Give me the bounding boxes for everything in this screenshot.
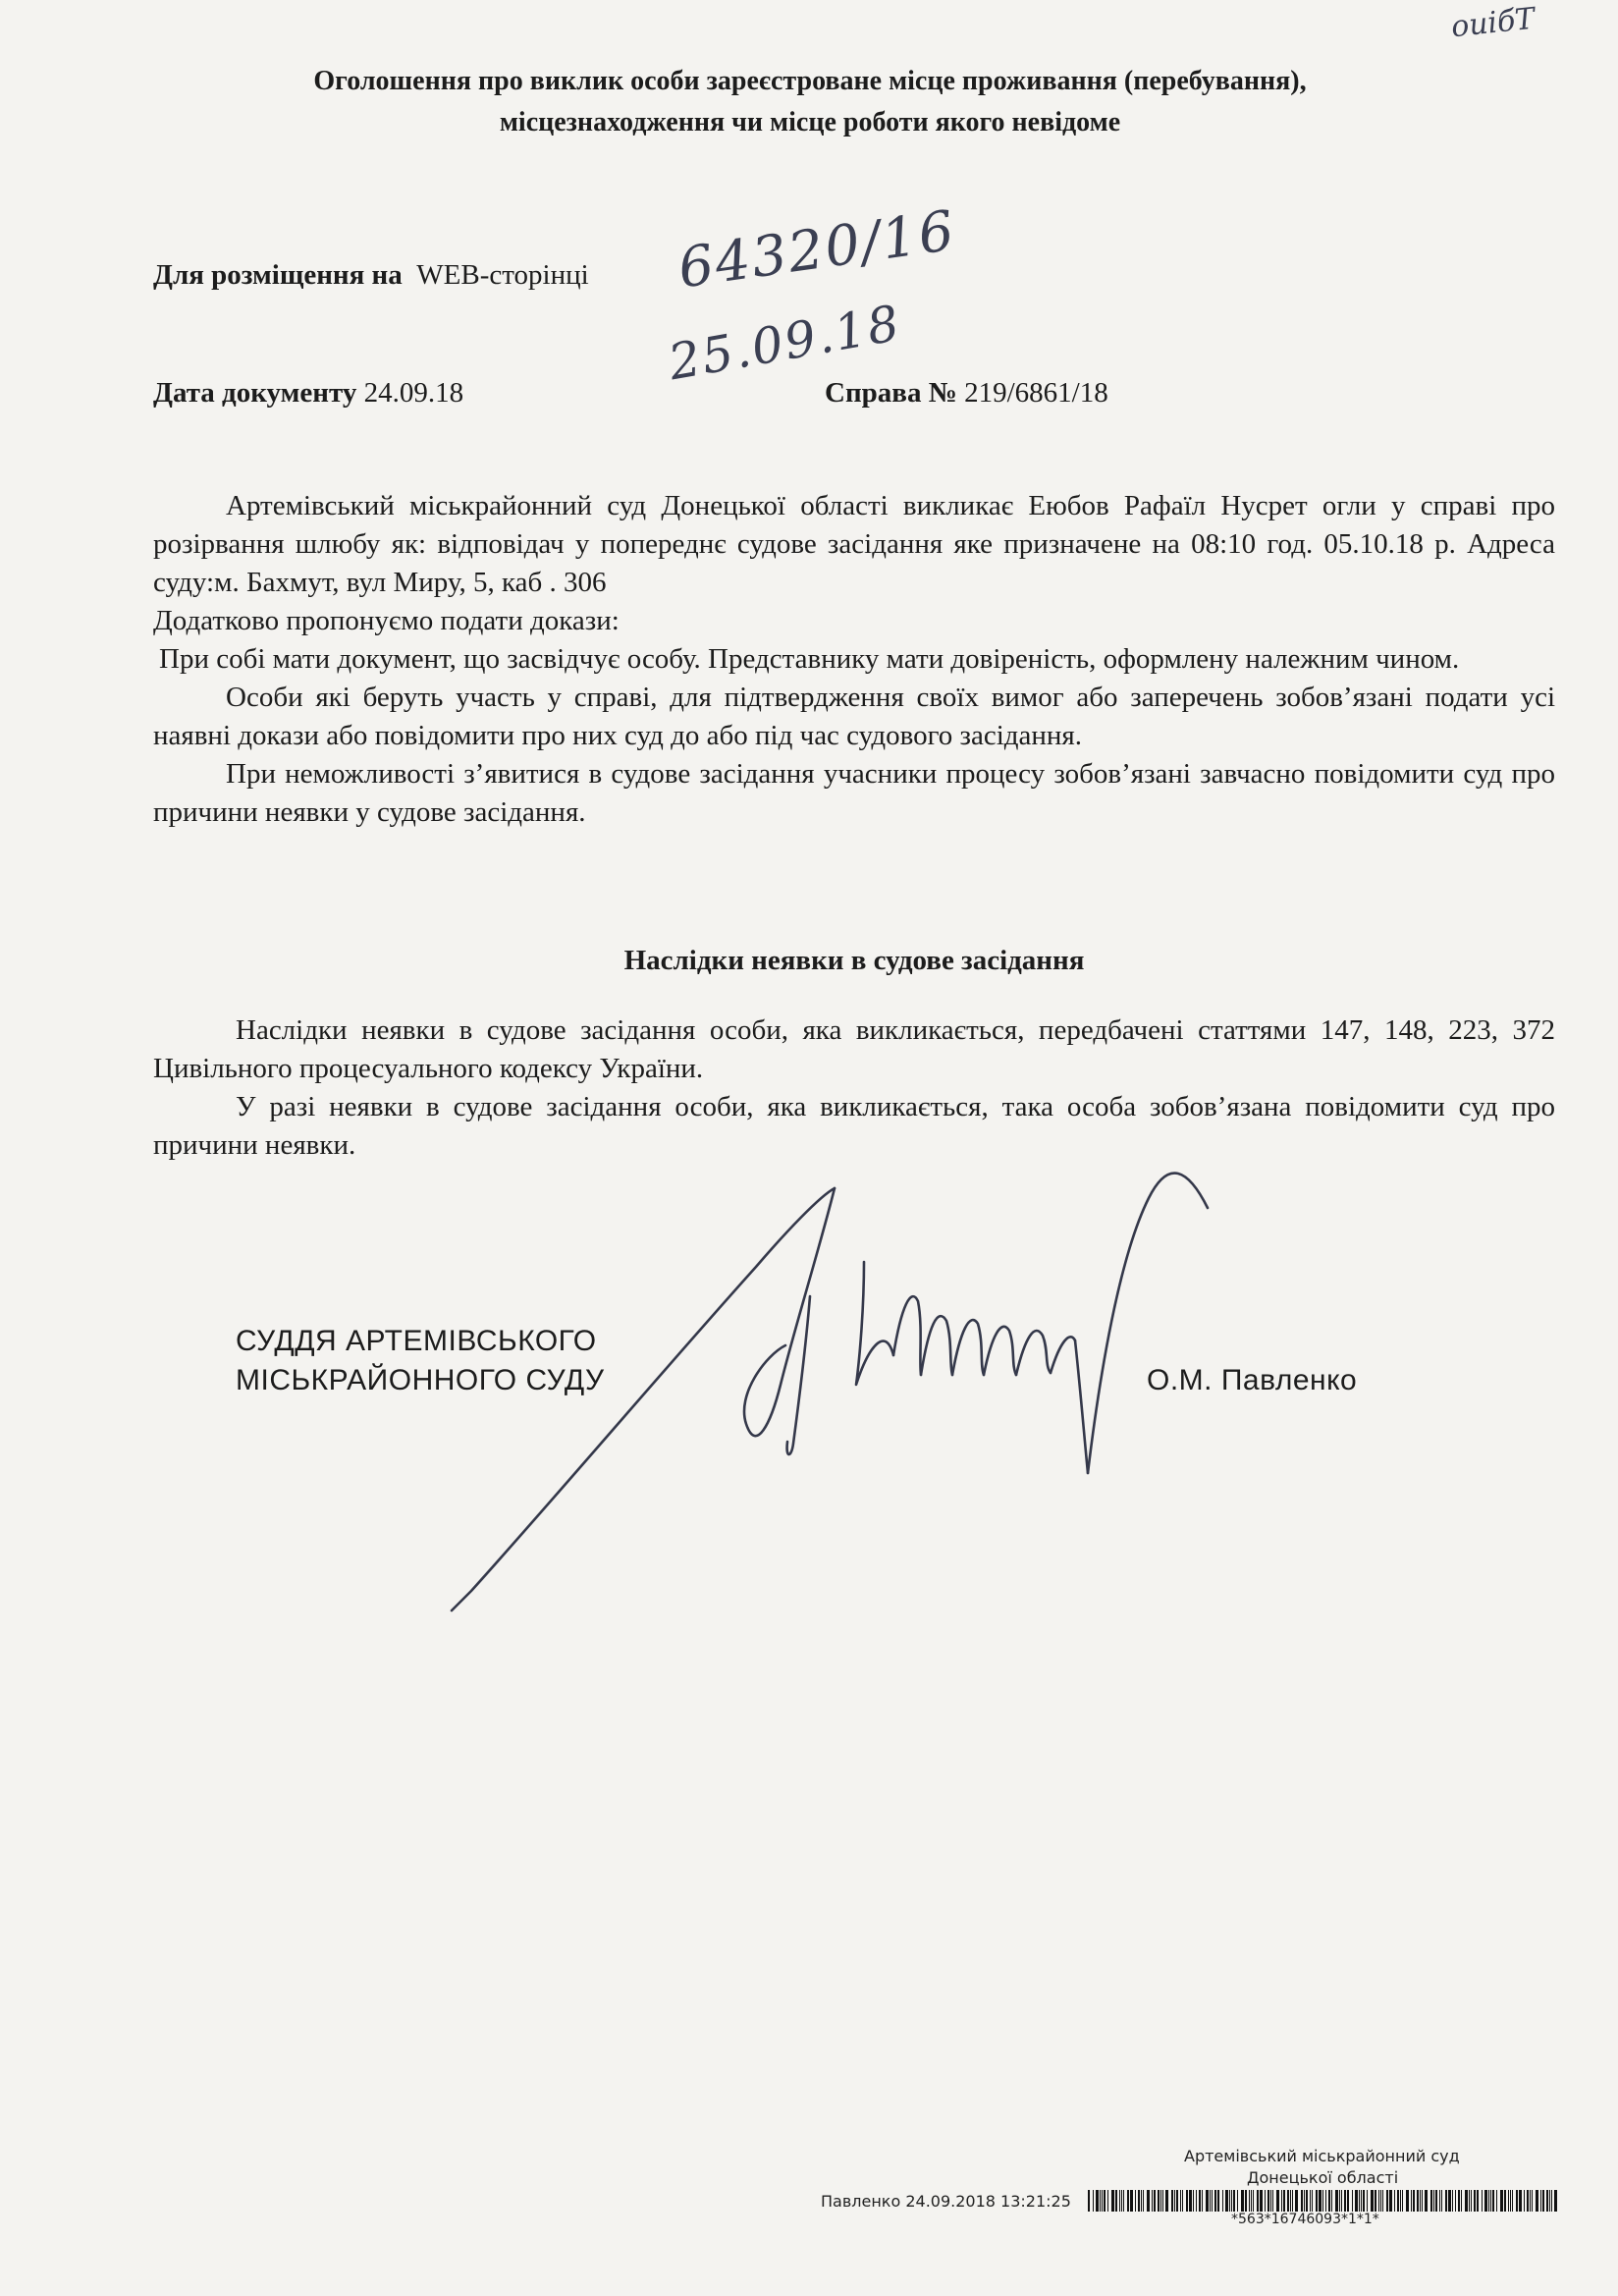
barcode-bar bbox=[1233, 2190, 1235, 2212]
barcode-bar bbox=[1104, 2190, 1106, 2212]
barcode-bar bbox=[1344, 2190, 1346, 2212]
barcode-bar bbox=[1292, 2190, 1293, 2212]
barcode-bar bbox=[1316, 2190, 1318, 2212]
barcode-bar bbox=[1490, 2190, 1491, 2212]
barcode-bar bbox=[1355, 2190, 1358, 2212]
barcode-bar bbox=[1119, 2190, 1120, 2212]
barcode-bar bbox=[1530, 2190, 1531, 2212]
barcode-bar bbox=[1474, 2190, 1476, 2212]
barcode-bar bbox=[1400, 2190, 1401, 2212]
barcode-bar bbox=[1361, 2190, 1362, 2212]
barcode-bar bbox=[1406, 2190, 1409, 2212]
barcode-bar bbox=[1331, 2190, 1332, 2212]
case-value: 219/6861/18 bbox=[964, 377, 1108, 409]
summons-body bbox=[153, 487, 1555, 832]
barcode-bar bbox=[1389, 2190, 1392, 2212]
barcode-bar bbox=[1265, 2190, 1266, 2212]
barcode-bar bbox=[1154, 2190, 1156, 2212]
barcode-bar bbox=[1335, 2190, 1338, 2212]
date-value: 24.09.18 bbox=[363, 377, 464, 409]
barcode-bar bbox=[1241, 2190, 1244, 2212]
document-date bbox=[153, 375, 463, 410]
barcode-bar bbox=[1375, 2190, 1376, 2212]
barcode-bar bbox=[1484, 2190, 1487, 2212]
absence-notice-paragraph: При неможливості з’явитися в судове засідання учасники процесу зобов’язані завчасно повідомити суд про причини неявки у судове засідання. bbox=[153, 758, 1555, 828]
barcode-bar bbox=[1189, 2190, 1192, 2212]
barcode-bar bbox=[1245, 2190, 1247, 2212]
barcode-bar bbox=[1496, 2190, 1497, 2212]
barcode-bar bbox=[1100, 2190, 1101, 2212]
barcode-bar bbox=[1536, 2190, 1538, 2212]
barcode-bar bbox=[1193, 2190, 1194, 2212]
barcode-bar bbox=[1519, 2190, 1522, 2212]
barcode-bar bbox=[1143, 2190, 1144, 2212]
judge-title-line-1: СУДДЯ АРТЕМІВСЬКОГО bbox=[236, 1325, 597, 1357]
barcode-bar bbox=[1096, 2190, 1099, 2212]
barcode-bar bbox=[1283, 2190, 1285, 2212]
barcode-bar bbox=[1107, 2190, 1108, 2212]
barcode-bar bbox=[1306, 2190, 1308, 2212]
barcode-bar bbox=[1141, 2190, 1142, 2212]
barcode-bar bbox=[1430, 2190, 1432, 2212]
web-placement-line bbox=[153, 257, 589, 293]
evidence-paragraph: Особи які беруть участь у справі, для підтвердження своїх вимог або заперечень зобов’язані подати усі наявні докази або повідомити про них суд до або під час судового засідання. bbox=[153, 682, 1555, 751]
barcode-bar bbox=[1367, 2190, 1368, 2212]
barcode-bar bbox=[1206, 2190, 1209, 2212]
barcode-bar bbox=[1488, 2190, 1489, 2212]
barcode-bar bbox=[1102, 2190, 1103, 2212]
barcode-bar bbox=[1546, 2190, 1548, 2212]
barcode-bar bbox=[1328, 2190, 1330, 2212]
web-label-bold: Для розміщення на bbox=[153, 259, 403, 291]
barcode-bar bbox=[1202, 2190, 1203, 2212]
barcode-bar bbox=[1417, 2190, 1419, 2212]
barcode-bar bbox=[1249, 2190, 1250, 2212]
barcode-bar bbox=[1458, 2190, 1460, 2212]
barcode-bar bbox=[1378, 2190, 1379, 2212]
barcode-bar bbox=[1433, 2190, 1434, 2212]
barcode-bar bbox=[1217, 2190, 1219, 2212]
barcode-bar bbox=[1542, 2190, 1544, 2212]
barcode-bar bbox=[1527, 2190, 1529, 2212]
barcode-bar bbox=[1347, 2190, 1349, 2212]
barcode-bar bbox=[1176, 2190, 1178, 2212]
barcode-bar bbox=[1257, 2190, 1259, 2212]
consequences-heading: Наслідки неявки в судове засідання bbox=[623, 945, 1085, 976]
summons-paragraph: Артемівський міськрайонний суд Донецької області викликає Еюбов Рафаїл Нусрет огли у справі про розірвання шлюбу як: відповідач у попереднє судове засідання яке призначене на 08:10 год. 05.10.18 р. Адреса суду:м. Бахмут, вул Миру, 5, каб . 306 bbox=[153, 490, 1555, 598]
barcode-bar bbox=[1510, 2190, 1511, 2212]
barcode-bar bbox=[1551, 2190, 1552, 2212]
barcode-bar bbox=[1425, 2190, 1428, 2212]
barcode-bar bbox=[1371, 2190, 1374, 2212]
handwritten-registration-date: 25.09.18 bbox=[664, 294, 905, 392]
barcode-bar bbox=[1452, 2190, 1453, 2212]
barcode-bar bbox=[1352, 2190, 1353, 2212]
barcode-bar bbox=[1180, 2190, 1181, 2212]
barcode-bar bbox=[1524, 2190, 1525, 2212]
barcode-bar bbox=[1267, 2190, 1269, 2212]
documents-paragraph: При собі мати документ, що засвідчує особу. Представнику мати довіреність, оформлену належним чином. bbox=[159, 643, 1460, 675]
barcode-bar bbox=[1287, 2190, 1289, 2212]
barcode-bar bbox=[1380, 2190, 1381, 2212]
barcode-bar bbox=[1325, 2190, 1326, 2212]
barcode-bar bbox=[1276, 2190, 1279, 2212]
evidence-intro: Додатково пропонуємо подати докази: bbox=[153, 605, 620, 636]
barcode-bar bbox=[1138, 2190, 1140, 2212]
judge-title-line-2: МІСЬКРАЙОННОГО СУДУ bbox=[236, 1364, 605, 1396]
barcode-bar bbox=[1147, 2190, 1150, 2212]
barcode-bar bbox=[1127, 2190, 1129, 2212]
barcode-bar bbox=[1471, 2190, 1472, 2212]
barcode-bar bbox=[1251, 2190, 1252, 2212]
notify-paragraph: У разі неявки в судове засідання особи, яка викликається, така особа зобов’язана повідомити суд про причини неявки. bbox=[153, 1091, 1555, 1161]
barcode-bar bbox=[1301, 2190, 1303, 2212]
barcode-bar bbox=[1260, 2190, 1263, 2212]
barcode-bar bbox=[1182, 2190, 1183, 2212]
barcode-bar bbox=[1477, 2190, 1479, 2212]
barcode-bar bbox=[1312, 2190, 1313, 2212]
barcode-bar bbox=[1229, 2190, 1230, 2212]
judge-name: О.М. Павленко bbox=[1147, 1364, 1358, 1396]
barcode-bar bbox=[1111, 2190, 1114, 2212]
barcode-bar bbox=[1152, 2190, 1153, 2212]
barcode-bar bbox=[1540, 2190, 1541, 2212]
barcode-bar bbox=[1322, 2190, 1323, 2212]
barcode-bar bbox=[1492, 2190, 1494, 2212]
handwritten-registration-number: 64320/16 bbox=[674, 198, 960, 301]
stamp-court-line-2: Донецької області bbox=[1247, 2168, 1399, 2187]
barcode-bar bbox=[1461, 2190, 1462, 2212]
barcode-bar bbox=[1295, 2190, 1298, 2212]
barcode-bar bbox=[1554, 2190, 1557, 2212]
barcode-bar bbox=[1310, 2190, 1311, 2212]
barcode-bar bbox=[1121, 2190, 1122, 2212]
barcode-bar bbox=[1304, 2190, 1305, 2212]
stamp-signed: Павленко 24.09.2018 13:21:25 bbox=[821, 2192, 1071, 2211]
barcode-bar bbox=[1088, 2190, 1090, 2212]
barcode-bar bbox=[1532, 2190, 1533, 2212]
barcode-bar bbox=[1397, 2190, 1399, 2212]
barcode-bar bbox=[1174, 2190, 1175, 2212]
barcode-bar bbox=[1341, 2190, 1342, 2212]
barcode-bar bbox=[1281, 2190, 1282, 2212]
barcode-bar bbox=[1196, 2190, 1197, 2212]
barcode-bar bbox=[1445, 2190, 1447, 2212]
barcode-bar bbox=[1363, 2190, 1365, 2212]
barcode-bar bbox=[1199, 2190, 1201, 2212]
barcode-bar bbox=[1382, 2190, 1383, 2212]
title-line-1: Оголошення про виклик особи зареєстроване місце проживання (перебування), bbox=[313, 66, 1307, 96]
web-label-normal: WEB-сторінці bbox=[416, 259, 589, 291]
barcode-bar bbox=[1162, 2190, 1163, 2212]
barcode-bar bbox=[1441, 2190, 1442, 2212]
barcode-bar bbox=[1411, 2190, 1412, 2212]
barcode-bar bbox=[1359, 2190, 1360, 2212]
barcode-bar bbox=[1516, 2190, 1518, 2212]
barcode-bar bbox=[1422, 2190, 1423, 2212]
corner-handwritten-note: ouiбТ bbox=[1449, 1, 1537, 45]
document-barcode bbox=[1088, 2190, 1563, 2212]
barcode-bar bbox=[1500, 2190, 1503, 2212]
barcode-bar bbox=[1212, 2190, 1213, 2212]
barcode-bar bbox=[1123, 2190, 1124, 2212]
barcode-bar bbox=[1439, 2190, 1440, 2212]
barcode-bar bbox=[1171, 2190, 1173, 2212]
barcode-bar bbox=[1394, 2190, 1395, 2212]
barcode-bar bbox=[1237, 2190, 1238, 2212]
title-line-2: місцезнаходження чи місце роботи якого невідоме bbox=[499, 107, 1121, 137]
barcode-bar bbox=[1455, 2190, 1456, 2212]
barcode-bar bbox=[1549, 2190, 1550, 2212]
barcode-bar bbox=[1402, 2190, 1403, 2212]
barcode-text: *563*16746093*1*1* bbox=[1231, 2212, 1379, 2227]
case-label: Справа № bbox=[825, 377, 957, 409]
barcode-bar bbox=[1165, 2190, 1168, 2212]
barcode-bar bbox=[1504, 2190, 1506, 2212]
barcode-bar bbox=[1214, 2190, 1216, 2212]
barcode-bar bbox=[1160, 2190, 1161, 2212]
case-number bbox=[825, 375, 1108, 410]
barcode-bar bbox=[1270, 2190, 1271, 2212]
barcode-bar bbox=[1115, 2190, 1117, 2212]
barcode-bar bbox=[1222, 2190, 1223, 2212]
barcode-bar bbox=[1290, 2190, 1291, 2212]
stamp-court-line-1: Артемівський міськрайонний суд bbox=[1184, 2147, 1460, 2165]
barcode-bar bbox=[1386, 2190, 1388, 2212]
barcode-bar bbox=[1225, 2190, 1228, 2212]
barcode-bar bbox=[1469, 2190, 1470, 2212]
barcode-bar bbox=[1482, 2190, 1483, 2212]
barcode-bar bbox=[1272, 2190, 1273, 2212]
barcode-bar bbox=[1448, 2190, 1451, 2212]
barcode-bar bbox=[1210, 2190, 1211, 2212]
barcode-bar bbox=[1158, 2190, 1160, 2212]
barcode-bar bbox=[1435, 2190, 1437, 2212]
barcode-bar bbox=[1339, 2190, 1340, 2212]
barcode-bar bbox=[1253, 2190, 1254, 2212]
barcode-bar bbox=[1319, 2190, 1321, 2212]
barcode-bar bbox=[1093, 2190, 1094, 2212]
document-title bbox=[157, 61, 1463, 143]
barcode-bar bbox=[1420, 2190, 1421, 2212]
barcode-bar bbox=[1135, 2190, 1136, 2212]
judge-signature-icon bbox=[432, 1129, 1237, 1640]
barcode-bar bbox=[1465, 2190, 1468, 2212]
barcode-bar bbox=[1413, 2190, 1415, 2212]
barcode-bar bbox=[1130, 2190, 1133, 2212]
barcode-bar bbox=[1186, 2190, 1188, 2212]
barcode-bar bbox=[1508, 2190, 1509, 2212]
consequences-paragraph: Наслідки неявки в судове засідання особи, яка викликається, передбачені статтями 147, 148, 223, 372 Цивільного процесуального кодексу України. bbox=[153, 1014, 1555, 1084]
barcode-bar bbox=[1231, 2190, 1232, 2212]
date-label: Дата документу bbox=[153, 377, 357, 409]
barcode-bar bbox=[1512, 2190, 1513, 2212]
